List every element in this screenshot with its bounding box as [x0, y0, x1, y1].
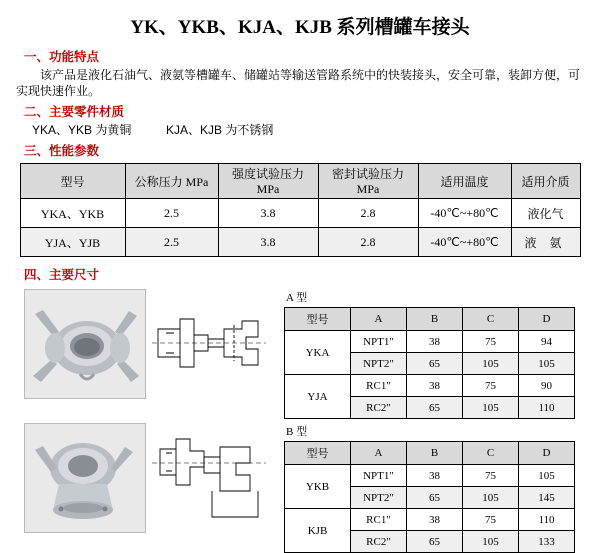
dim-b-r0-c4: 105	[519, 465, 575, 487]
dim-b-header-row	[285, 442, 575, 465]
dim-a-r0-model: YKA	[285, 331, 351, 375]
features-body-text: 该产品是液化石油气、液氨等槽罐车、储罐站等输送管路系统中的快装接头，安全可靠，装卸方便，可实现快速作业。	[16, 68, 581, 98]
perf-col-0: 型号	[20, 164, 125, 199]
dim-b-r2-c1: RC1"	[351, 509, 407, 531]
product-photo-a	[24, 289, 146, 399]
type-label-a: A 型	[286, 292, 308, 304]
dim-b-r3-c1: RC2"	[351, 531, 407, 553]
section-heading-features: 一、功能特点	[24, 50, 100, 64]
perf-r0-c4: -40℃~+80℃	[418, 199, 511, 228]
dim-b-r1-c3: 105	[463, 487, 519, 509]
dimension-table-a-wrapper	[284, 289, 575, 419]
dim-b-col-3: C	[463, 442, 519, 465]
dim-b-r0-c2: 38	[407, 465, 463, 487]
dimension-table-b-wrapper	[284, 423, 575, 553]
product-drawing-b	[150, 423, 270, 531]
material-line	[32, 122, 590, 138]
dim-b-col-4: D	[519, 442, 575, 465]
dimension-row-a	[10, 289, 590, 419]
dim-a-r3-c4: 110	[519, 397, 575, 419]
dimensions-section	[10, 289, 590, 553]
page-title: YK、YKB、KJA、KJB 系列槽罐车接头	[130, 17, 470, 38]
dim-a-r0-c4: 94	[519, 331, 575, 353]
dim-a-r2-c3: 75	[463, 375, 519, 397]
section-heading-material: 二、主要零件材质	[24, 105, 125, 119]
type-label-b: B 型	[286, 426, 308, 438]
dim-a-r2-model: YJA	[285, 375, 351, 419]
dim-a-col-2: B	[407, 308, 463, 331]
dim-a-r0-c1: NPT1"	[351, 331, 407, 353]
dim-b-r2-c4: 110	[519, 509, 575, 531]
perf-r0-c5: 液化气	[511, 199, 580, 228]
perf-r1-c0: YJA、YJB	[20, 228, 125, 257]
dim-b-r0-c1: NPT1"	[351, 465, 407, 487]
dim-b-r1-c2: 65	[407, 487, 463, 509]
table-row	[285, 509, 575, 531]
dim-a-r1-c4: 105	[519, 353, 575, 375]
perf-col-1: 公称压力 MPa	[125, 164, 218, 199]
dim-b-r0-c3: 75	[463, 465, 519, 487]
perf-r0-c3: 2.8	[318, 199, 418, 228]
dim-a-r2-c2: 38	[407, 375, 463, 397]
dim-a-col-4: D	[519, 308, 575, 331]
dim-b-r1-c4: 145	[519, 487, 575, 509]
table-row	[285, 465, 575, 487]
material-right-text: KJA、KJB 为不锈钢	[166, 123, 274, 137]
dim-b-col-1: A	[351, 442, 407, 465]
dim-b-r1-c1: NPT2"	[351, 487, 407, 509]
dim-a-r1-c3: 105	[463, 353, 519, 375]
dim-b-r3-c4: 133	[519, 531, 575, 553]
dim-a-col-0: 型号	[285, 308, 351, 331]
dim-a-r3-c3: 105	[463, 397, 519, 419]
dim-a-r3-c1: RC2"	[351, 397, 407, 419]
perf-col-4: 适用温度	[418, 164, 511, 199]
section-heading-dimensions: 四、主要尺寸	[24, 268, 100, 282]
dimension-table-a	[284, 307, 575, 419]
perf-r0-c2: 3.8	[218, 199, 318, 228]
dim-a-r1-c1: NPT2"	[351, 353, 407, 375]
dim-b-r2-c3: 75	[463, 509, 519, 531]
dim-b-col-2: B	[407, 442, 463, 465]
material-left-text: YKA、YKB 为黄铜	[32, 123, 132, 137]
perf-r1-c1: 2.5	[125, 228, 218, 257]
perf-r1-c4: -40℃~+80℃	[418, 228, 511, 257]
perf-col-5: 适用介质	[511, 164, 580, 199]
product-drawing-a	[150, 289, 270, 397]
performance-table	[20, 163, 581, 257]
perf-r1-c3: 2.8	[318, 228, 418, 257]
table-row	[285, 331, 575, 353]
dim-b-r2-c2: 38	[407, 509, 463, 531]
perf-r1-c5: 液 氨	[511, 228, 580, 257]
dim-b-r3-c3: 105	[463, 531, 519, 553]
dimension-table-b	[284, 441, 575, 553]
table-row	[285, 375, 575, 397]
dim-a-r3-c2: 65	[407, 397, 463, 419]
dim-b-col-0: 型号	[285, 442, 351, 465]
dim-a-r2-c1: RC1"	[351, 375, 407, 397]
product-photo-b	[24, 423, 146, 533]
dimension-row-b	[10, 423, 590, 553]
dim-b-r0-model: YKB	[285, 465, 351, 509]
table-row	[20, 228, 580, 257]
perf-col-3: 密封试验压力 MPa	[318, 164, 418, 199]
perf-r1-c2: 3.8	[218, 228, 318, 257]
dim-a-r1-c2: 65	[407, 353, 463, 375]
dim-a-r0-c3: 75	[463, 331, 519, 353]
table-row	[20, 199, 580, 228]
perf-col-2: 强度试验压力 MPa	[218, 164, 318, 199]
dim-a-r0-c2: 38	[407, 331, 463, 353]
dim-a-r2-c4: 90	[519, 375, 575, 397]
performance-table-header-row	[20, 164, 580, 199]
dim-b-r2-model: KJB	[285, 509, 351, 553]
section-heading-performance: 三、性能参数	[24, 144, 100, 158]
dim-a-col-1: A	[351, 308, 407, 331]
dim-a-col-3: C	[463, 308, 519, 331]
perf-r0-c0: YKA、YKB	[20, 199, 125, 228]
dim-b-r3-c2: 65	[407, 531, 463, 553]
dim-a-header-row	[285, 308, 575, 331]
perf-r0-c1: 2.5	[125, 199, 218, 228]
